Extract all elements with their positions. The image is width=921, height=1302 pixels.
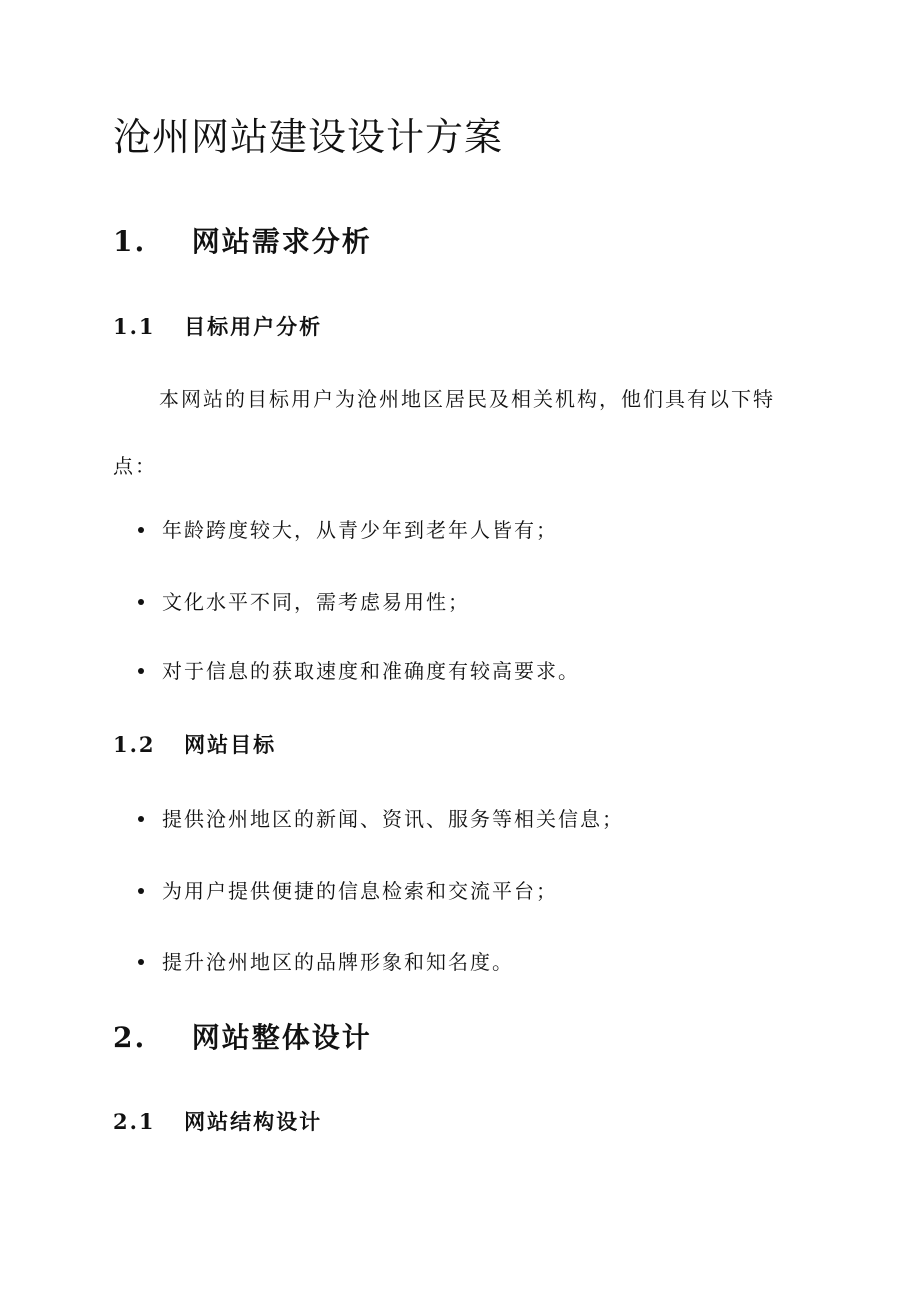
section-title: 网站需求分析 (191, 225, 372, 258)
section-heading-2 (113, 1020, 372, 1056)
list-item (138, 804, 624, 834)
subsection-number: 1.2 (113, 732, 156, 757)
subsection-heading-1-2 (113, 731, 276, 759)
list-item-text: 文化水平不同，需考虑易用性； (162, 590, 470, 614)
bullet-icon (138, 959, 144, 965)
subsection-number: 1.1 (113, 314, 156, 339)
section-number: 2. (113, 1021, 147, 1054)
subsection-heading-2-1 (113, 1108, 322, 1136)
list-item-text: 为用户提供便捷的信息检索和交流平台； (162, 879, 558, 903)
bullet-icon (138, 527, 144, 533)
list-item (138, 876, 558, 906)
subsection-title: 目标用户分析 (184, 314, 323, 339)
bullet-icon (138, 668, 144, 674)
list-item (138, 515, 558, 545)
list-item-text: 提升沧州地区的品牌形象和知名度。 (162, 950, 514, 974)
subsection-number: 2.1 (113, 1109, 156, 1134)
bullet-icon (138, 888, 144, 894)
document-title: 沧州网站建设设计方案 (113, 115, 504, 159)
bullet-icon (138, 599, 144, 605)
list-item (138, 587, 470, 617)
list-item-text: 对于信息的获取速度和准确度有较高要求。 (162, 659, 580, 683)
subsection-heading-1-1 (113, 313, 322, 341)
list-item-text: 提供沧州地区的新闻、资讯、服务等相关信息； (162, 807, 624, 831)
section-heading-1 (113, 224, 372, 260)
subsection-title: 网站目标 (184, 732, 277, 757)
list-item (138, 947, 514, 977)
bullet-icon (138, 816, 144, 822)
subsection-title: 网站结构设计 (184, 1109, 323, 1134)
paragraph-target-users: 本网站的目标用户为沧州地区居民及相关机构，他们具有以下特点： (113, 387, 775, 478)
section-title: 网站整体设计 (191, 1021, 372, 1054)
section-number: 1. (113, 225, 147, 258)
list-item (138, 656, 580, 686)
list-item-text: 年龄跨度较大，从青少年到老年人皆有； (162, 518, 558, 542)
